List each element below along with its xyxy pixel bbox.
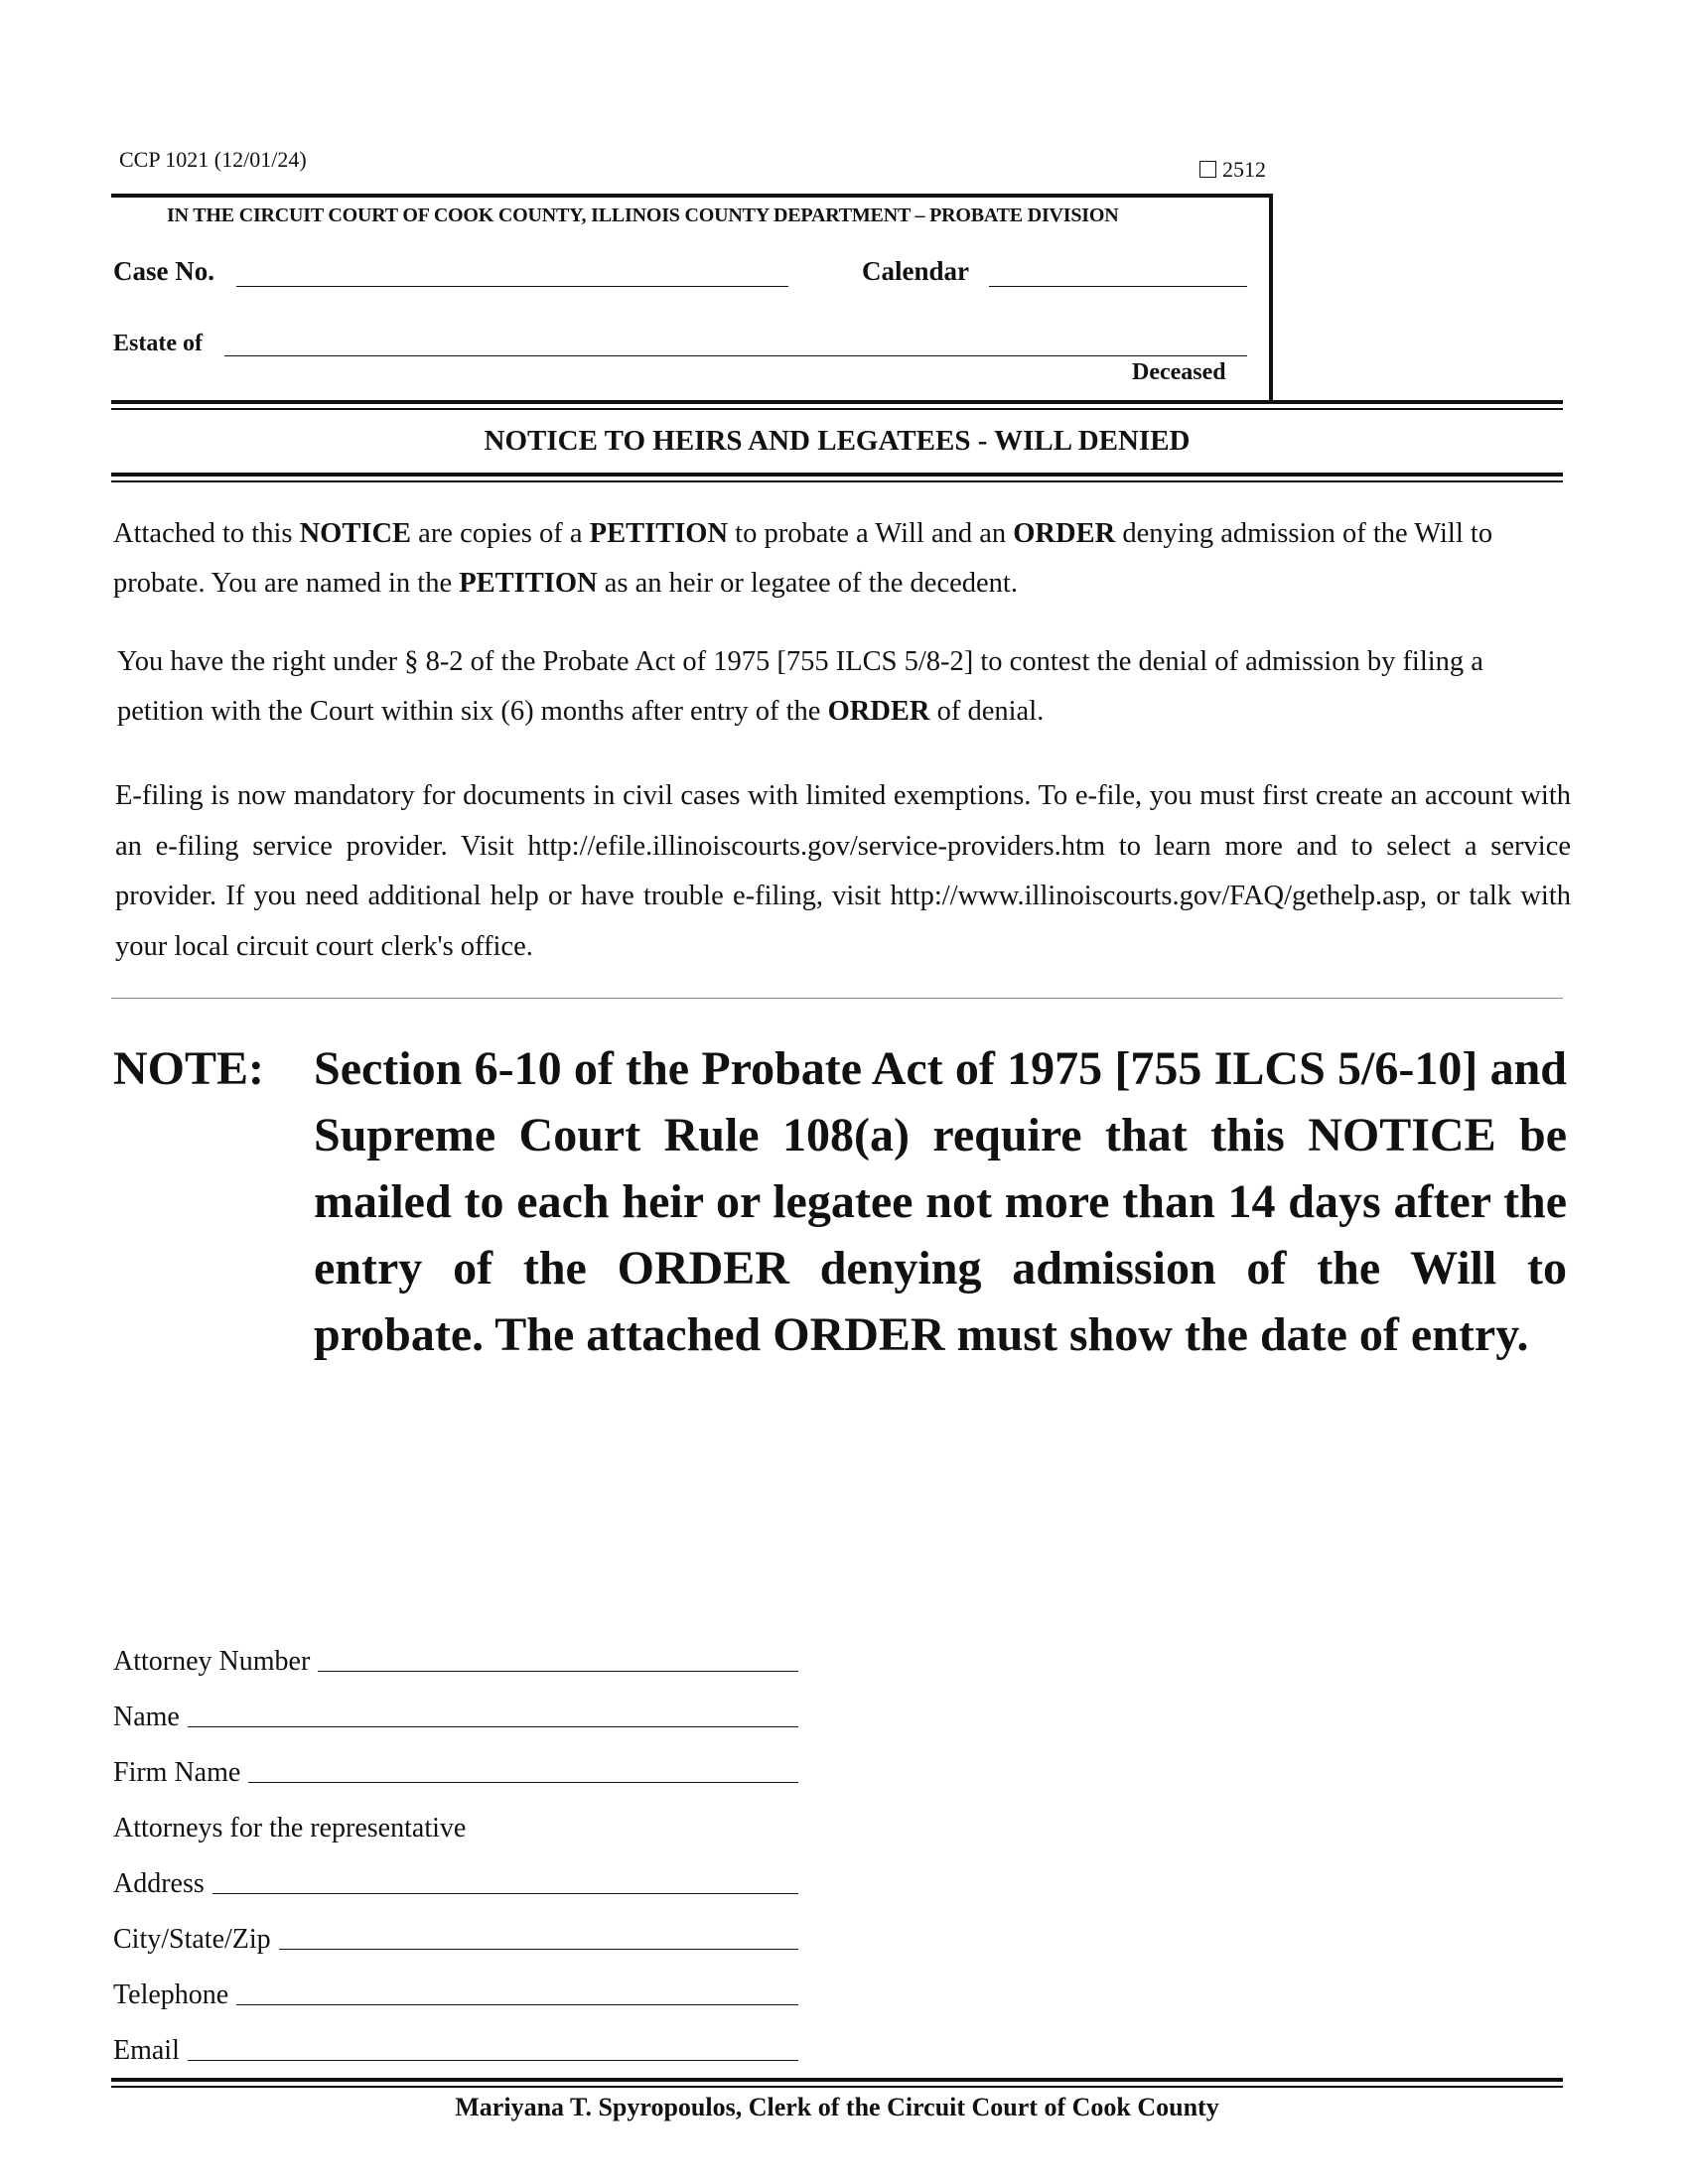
firm-name-label: Firm Name bbox=[113, 1757, 241, 1788]
address-field[interactable] bbox=[113, 1866, 798, 1900]
representative-note bbox=[113, 1811, 798, 1844]
court-line: IN THE CIRCUIT COURT OF COOK COUNTY, ILLINOIS COUNTY DEPARTMENT – PROBATE DIVISION bbox=[167, 205, 1119, 226]
telephone-line[interactable] bbox=[236, 2004, 798, 2005]
note-text: Section 6-10 of the Probate Act of 1975 [755 ILCS 5/6-10] and Supreme Court Rule 108(a) require that this NOTICE be mailed to each heir or legatee not more than 14 days after the entry of the ORDER denying admission of the Will to probate. The attached ORDER must show the date of entry. bbox=[314, 1042, 1567, 1361]
name-line[interactable] bbox=[188, 1726, 798, 1727]
form-id: CCP 1021 (12/01/24) bbox=[119, 147, 307, 172]
telephone-label: Telephone bbox=[113, 1979, 229, 2010]
title-rule-top bbox=[111, 400, 1563, 410]
attorney-number-field[interactable] bbox=[113, 1644, 798, 1678]
estate-label: Estate of bbox=[113, 331, 203, 356]
calendar-label: Calendar bbox=[862, 256, 969, 286]
note-label: NOTE: bbox=[113, 1042, 265, 1095]
paragraph-attached: Attached to this NOTICE are copies of a PETITION to probate a Will and an ORDER denying admission of the Will to probate. You are named in the PETITION as an heir or legatee of the decedent. bbox=[113, 518, 1493, 599]
attorney-number-label: Attorney Number bbox=[113, 1646, 311, 1677]
deceased-label: Deceased bbox=[1132, 359, 1226, 385]
representative-label: Attorneys for the representative bbox=[113, 1813, 467, 1843]
email-line[interactable] bbox=[188, 2060, 798, 2061]
estate-field[interactable] bbox=[224, 355, 1247, 356]
address-label: Address bbox=[113, 1868, 205, 1899]
calendar-field[interactable] bbox=[989, 286, 1247, 287]
email-label: Email bbox=[113, 2035, 180, 2066]
case-no-field[interactable] bbox=[236, 286, 788, 287]
checkbox-icon[interactable] bbox=[1199, 161, 1216, 178]
city-state-zip-field[interactable] bbox=[113, 1922, 798, 1956]
telephone-field[interactable] bbox=[113, 1978, 798, 2011]
city-state-zip-line[interactable] bbox=[279, 1949, 798, 1950]
box-code bbox=[1199, 157, 1266, 183]
city-state-zip-label: City/State/Zip bbox=[113, 1924, 271, 1955]
firm-name-field[interactable] bbox=[113, 1755, 798, 1789]
section-divider bbox=[111, 998, 1563, 999]
box-code-number: 2512 bbox=[1222, 157, 1266, 182]
footer-rule bbox=[111, 2078, 1563, 2088]
clerk-footer: Mariyana T. Spyropoulos, Clerk of the Circuit Court of Cook County bbox=[455, 2093, 1219, 2121]
paragraph-right-to-contest: You have the right under § 8-2 of the Probate Act of 1975 [755 ILCS 5/8-2] to contest the denial of admission by filing a petition with the Court within six (6) months after entry of the ORDER of denial. bbox=[117, 646, 1483, 727]
name-field[interactable] bbox=[113, 1700, 798, 1733]
email-field[interactable] bbox=[113, 2033, 798, 2067]
address-line[interactable] bbox=[212, 1893, 798, 1894]
paragraph-efiling: E-filing is now mandatory for documents in civil cases with limited exemptions. To e-file, you must first create an account with an e-filing service provider. Visit http://efile.illinoiscourts.gov/service-providers.htm to learn more and to select a service provider. If you need additional help or have trouble e-filing, visit http://www.illinoiscourts.gov/FAQ/gethelp.asp, or talk with your local circuit court clerk's office. bbox=[115, 780, 1571, 962]
name-label: Name bbox=[113, 1702, 180, 1732]
firm-name-line[interactable] bbox=[248, 1782, 798, 1783]
case-no-label: Case No. bbox=[113, 256, 214, 286]
attorney-number-line[interactable] bbox=[318, 1671, 798, 1672]
page-title: NOTICE TO HEIRS AND LEGATEES - WILL DENIED bbox=[484, 425, 1191, 457]
title-rule-bottom bbox=[111, 473, 1563, 482]
